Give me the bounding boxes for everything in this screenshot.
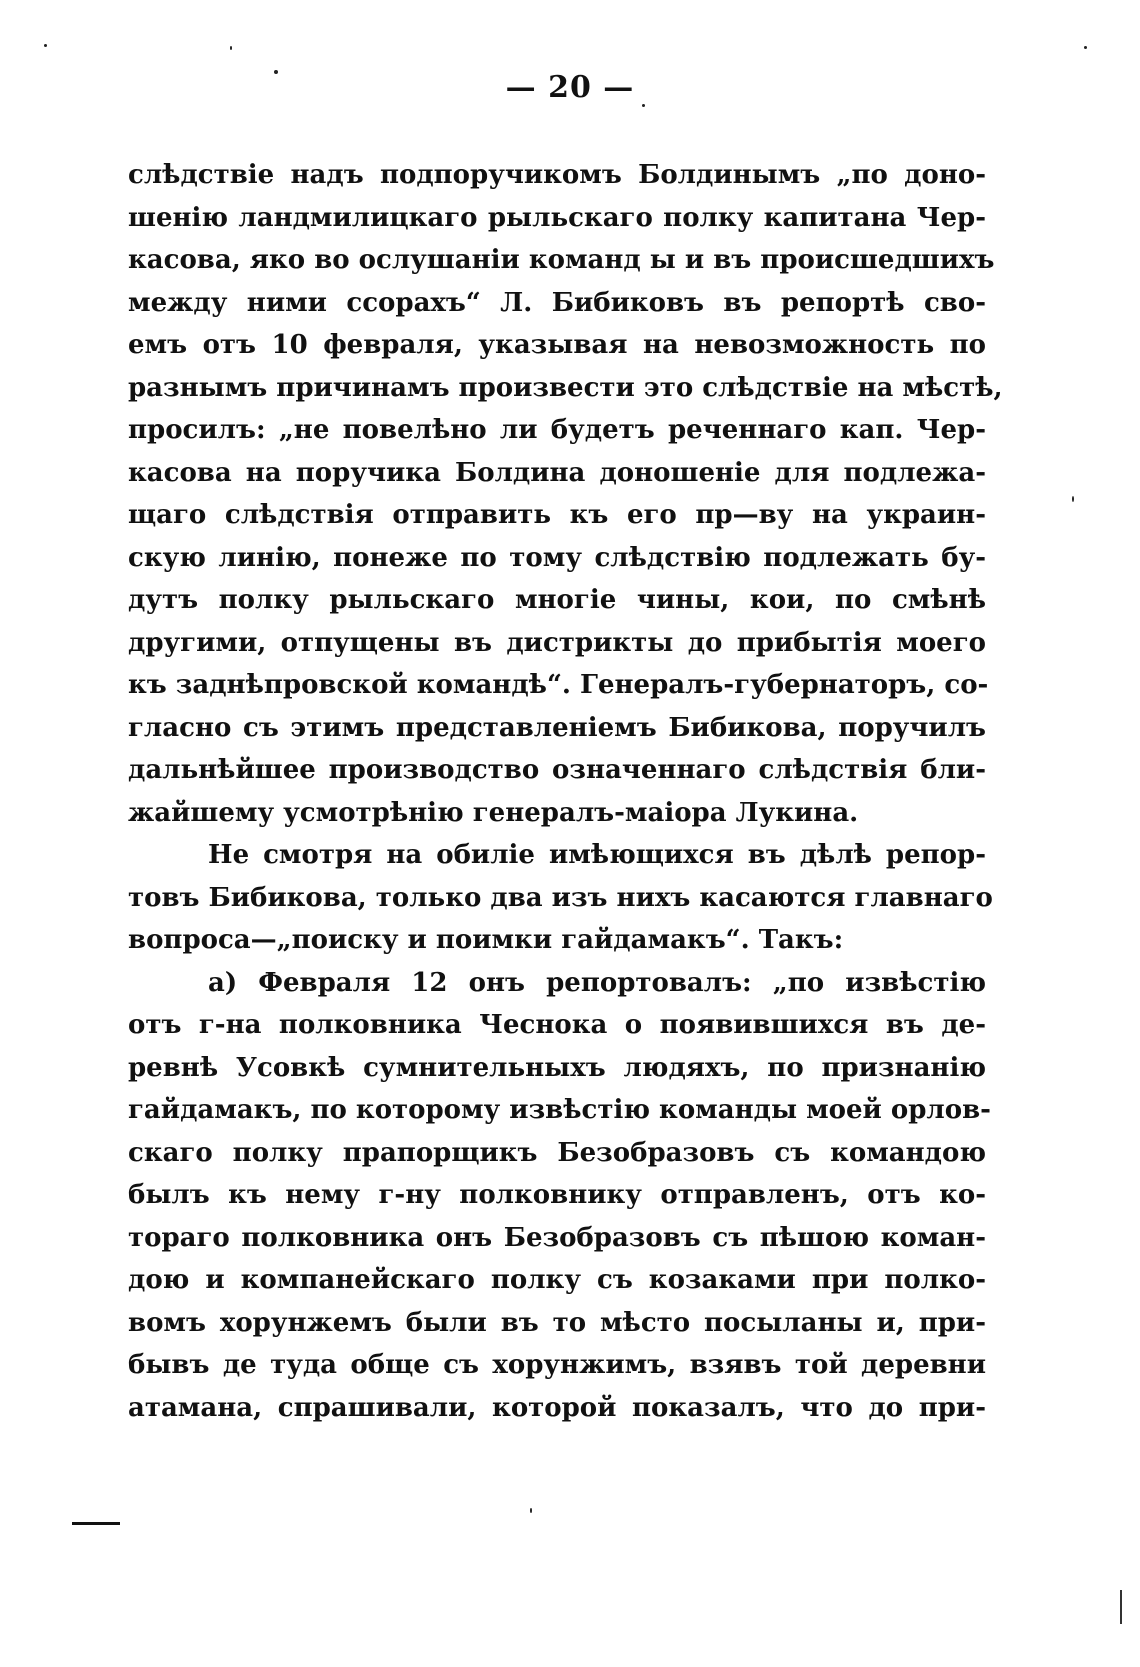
text-line: дальнѣйшее производство означеннаго слѣдствія бли- — [128, 755, 986, 785]
scan-speck — [1072, 496, 1074, 502]
text-line: жайшему усмотрѣнію генералъ-маіора Лукина. — [128, 797, 859, 828]
text-line: вопроса—„поиску и поимки гайдамакъ“. Такъ: — [128, 925, 844, 955]
text-line: просилъ: „не повелѣно ли будетъ реченнаго кап. Чер- — [128, 415, 986, 445]
scan-speck — [44, 44, 47, 47]
text-line: емъ отъ 10 февраля, указывая на невозможность по — [128, 330, 986, 360]
text-line: между ними ссорахъ“ Л. Бибиковъ въ репортѣ сво- — [128, 287, 986, 318]
scan-speck — [642, 104, 645, 107]
text-line: гайдамакъ, по которому извѣстію команды моей орлов- — [128, 1095, 991, 1125]
text-line: дутъ полку рыльскаго многіе чины, кои, по смѣнѣ — [128, 585, 986, 615]
text-line: атамана, спрашивали, которой показалъ, что до при- — [128, 1392, 986, 1423]
text-line: шенію ландмилицкаго рыльскаго полку капитана Чер- — [128, 202, 986, 233]
text-line: бывъ де туда обще съ хорунжимъ, взявъ той деревни — [128, 1350, 986, 1380]
text-line: дою и компанейскаго полку съ козаками при полко- — [128, 1265, 986, 1295]
scan-speck — [274, 70, 278, 74]
text-line: скаго полку прапорщикъ Безобразовъ съ командою — [128, 1137, 986, 1168]
scan-speck — [230, 46, 232, 50]
text-line: другими, отпущены въ дистрикты до прибытія моего — [128, 627, 986, 658]
page-number: — 20 — — [505, 70, 635, 105]
text-line: щаго слѣдствія отправить къ его пр—ву на украин- — [128, 500, 986, 530]
text-line: товъ Бибикова, только два изъ нихъ касаются главнаго — [128, 882, 993, 913]
text-line: къ заднѣпровской командѣ“. Генералъ-губернаторъ, со- — [128, 670, 989, 700]
body-text — [128, 154, 1003, 1429]
margin-edge-mark — [1120, 1590, 1122, 1624]
text-line: вомъ хорунжемъ были въ то мѣсто посыланы и, при- — [128, 1307, 986, 1338]
text-line: касова на поручика Болдина доношеніе для подлежа- — [128, 457, 986, 488]
text-line: разнымъ причинамъ произвести это слѣдствіе на мѣстѣ, — [128, 372, 1003, 403]
text-line: гласно съ этимъ представленіемъ Бибикова, поручилъ — [128, 712, 986, 743]
margin-dash-mark — [72, 1522, 120, 1525]
text-line: скую линію, понеже по тому слѣдствію подлежать бу- — [128, 542, 986, 573]
paragraph-start-line: Не смотря на обиліе имѣющихся въ дѣлѣ репор- — [208, 840, 986, 870]
text-line: тораго полковника онъ Безобразовъ съ пѣшою коман- — [128, 1222, 986, 1253]
scan-speck — [1084, 46, 1087, 49]
text-line: касова, яко во ослушаніи команд ы и въ происшедшихъ — [128, 245, 995, 275]
scan-speck — [530, 1508, 532, 1513]
text-line: былъ къ нему г-ну полковнику отправленъ, отъ ко- — [128, 1180, 986, 1210]
text-line: ревнѣ Усовкѣ сумнительныхъ людяхъ, по признанію — [128, 1052, 986, 1083]
text-line: слѣдствіе надъ подпоручикомъ Болдинымъ „по доно- — [128, 160, 986, 190]
text-line: отъ г-на полковника Чеснока о появившихся въ де- — [128, 1010, 986, 1040]
paragraph-start-line: а) Февраля 12 онъ репортовалъ: „по извѣстію — [208, 967, 986, 998]
